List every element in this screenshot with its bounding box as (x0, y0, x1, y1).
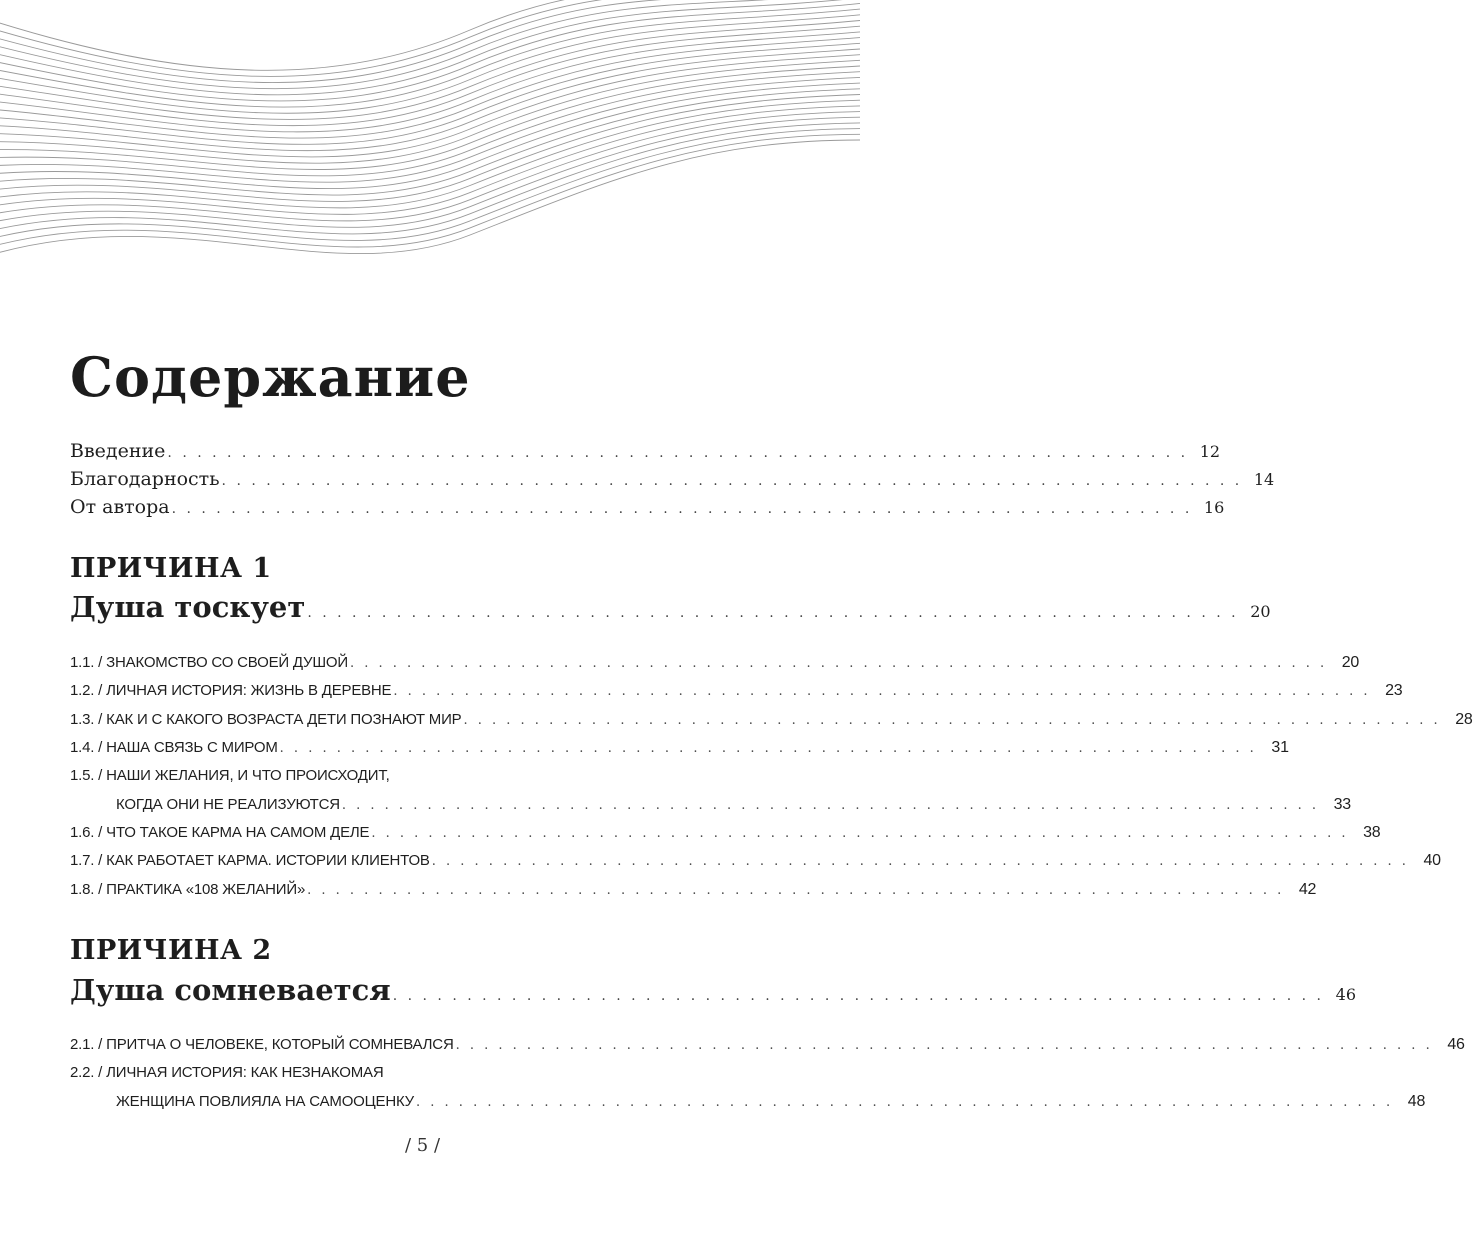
toc-entry-page: 48 (1407, 1093, 1426, 1110)
toc-entry-page: 12 (1199, 442, 1221, 461)
dot-leader: . . . . . . . . . . . . . . . . . . . . . . . . . . . . . . . . . . . . . . . . . . . . . . . . . . . . . . . . . . . . . . . . . . . . . (431, 854, 1409, 869)
item-label: КОГДА ОНИ НЕ РЕАЛИЗУЮТСЯ (116, 796, 340, 813)
dot-leader: . . . . . . . . . . . . . . . . . . . . . . . . . . . . . . . . . . . . . . . . . . . . . . . . . . . . . . . . . . . . . . . . . . . . . (416, 1095, 1394, 1110)
wave-line (0, 112, 860, 221)
wave-line (0, 140, 860, 255)
toc-entry-label: Введение (70, 440, 166, 462)
page-number: / 5 / (404, 1135, 441, 1156)
page-title: Содержание (70, 345, 471, 409)
dot-leader: . . . . . . . . . . . . . . . . . . . . . . . . . . . . . . . . . . . . . . . . . . . . . . . . . . . . . . . . . . . . . . . . . . . . . (307, 883, 1285, 898)
item-label: ЛИЧНАЯ ИСТОРИЯ: КАК НЕЗНАКОМАЯ (106, 1064, 384, 1081)
wave-line (0, 0, 860, 70)
toc-item[interactable] (70, 881, 1317, 899)
section-subtitle: Душа тоскует (70, 590, 306, 624)
toc-section-title[interactable] (70, 973, 1356, 1007)
item-number: 1.2. / (70, 682, 103, 699)
toc-entry-page: 40 (1423, 852, 1441, 869)
dot-leader: . . . . . . . . . . . . . . . . . . . . . . . . . . . . . . . . . . . . . . . . . . . . . . . . . . . . . . . . . . . . . . . . . . . . . (171, 501, 1193, 517)
toc-item-continuation[interactable] (116, 1093, 1426, 1111)
toc-entry-page: 23 (1385, 682, 1403, 699)
item-label: ЧТО ТАКОЕ КАРМА НА САМОМ ДЕЛЕ (106, 824, 370, 841)
dot-leader: . . . . . . . . . . . . . . . . . . . . . . . . . . . . . . . . . . . . . . . . . . . . . . . . . . . . . . . . . . . . . . . . . . . . . (279, 741, 1257, 756)
toc-item[interactable] (70, 711, 1473, 729)
dot-leader: . . . . . . . . . . . . . . . . . . . . . . . . . . . . . . . . . . . . . . . . . . . . . . . . . . . . . . . . . . . . . . . (392, 988, 1324, 1004)
wave-line (0, 117, 860, 227)
dot-leader: . . . . . . . . . . . . . . . . . . . . . . . . . . . . . . . . . . . . . . . . . . . . . . . . . . . . . . . . . . . . . . . . . . . . . (221, 473, 1243, 489)
toc-item[interactable] (70, 1064, 726, 1081)
dot-leader: . . . . . . . . . . . . . . . . . . . . . . . . . . . . . . . . . . . . . . . . . . . . . . . . . . . . . . . . . . . . . . . . . . . . . (371, 826, 1349, 841)
toc-entry-page: 31 (1271, 739, 1289, 756)
item-label: НАША СВЯЗЬ С МИРОМ (106, 739, 278, 756)
item-number: 1.4. / (70, 739, 103, 756)
item-label: ЗНАКОМСТВО СО СВОЕЙ ДУШОЙ (106, 654, 348, 671)
wave-line (0, 9, 860, 107)
item-label: КАК И С КАКОГО ВОЗРАСТА ДЕТИ ПОЗНАЮТ МИР (106, 711, 462, 728)
item-number: 1.3. / (70, 711, 103, 728)
toc-section-title[interactable] (70, 590, 1271, 624)
toc-entry-page: 14 (1253, 470, 1275, 489)
toc-entry-from-author[interactable] (70, 496, 1225, 518)
toc-entry-page: 33 (1333, 796, 1352, 813)
toc-entry-page: 28 (1455, 711, 1473, 728)
item-label: НАШИ ЖЕЛАНИЯ, И ЧТО ПРОИСХОДИТ, (106, 767, 390, 784)
toc-item[interactable] (70, 767, 726, 784)
item-label: ЖЕНЩИНА ПОВЛИЯЛА НА САМООЦЕНКУ (116, 1093, 415, 1110)
toc-item[interactable] (70, 682, 1403, 700)
toc-item[interactable] (70, 852, 1441, 870)
toc-entry-page: 16 (1203, 498, 1225, 517)
section-heading: ПРИЧИНА 2 (70, 935, 272, 966)
item-number: 2.2. / (70, 1064, 103, 1081)
toc-entry-page: 20 (1250, 602, 1271, 621)
section-subtitle: Душа сомневается (70, 973, 391, 1007)
item-label: ПРИТЧА О ЧЕЛОВЕКЕ, КОТОРЫЙ СОМНЕВАЛСЯ (106, 1036, 454, 1053)
toc-entry-page: 38 (1363, 824, 1381, 841)
dot-leader: . . . . . . . . . . . . . . . . . . . . . . . . . . . . . . . . . . . . . . . . . . . . . . . . . . . . . . . . . . . . . . . . . . . . . (167, 445, 1189, 461)
wave-line (0, 134, 860, 247)
item-label: ЛИЧНАЯ ИСТОРИЯ: ЖИЗНЬ В ДЕРЕВНЕ (106, 682, 392, 699)
toc-entry-page: 46 (1335, 985, 1356, 1004)
toc-entry-acknowledgements[interactable] (70, 468, 1275, 490)
item-number: 1.5. / (70, 767, 103, 784)
wave-line (0, 123, 860, 234)
toc-item[interactable] (70, 654, 1360, 672)
dot-leader: . . . . . . . . . . . . . . . . . . . . . . . . . . . . . . . . . . . . . . . . . . . . . . . . . . . . . . . . . . . . . . . . . . . . . (455, 1038, 1433, 1053)
dot-leader: . . . . . . . . . . . . . . . . . . . . . . . . . . . . . . . . . . . . . . . . . . . . . . . . . . . . . . . . . . . . . . . . . . . . . (349, 656, 1328, 671)
toc-item[interactable] (70, 1036, 1465, 1054)
dot-leader: . . . . . . . . . . . . . . . . . . . . . . . . . . . . . . . . . . . . . . . . . . . . . . . . . . . . . . . . . . . . . . . (307, 605, 1239, 621)
toc-item[interactable] (70, 824, 1381, 842)
toc-entry-page: 46 (1447, 1036, 1465, 1053)
dot-leader: . . . . . . . . . . . . . . . . . . . . . . . . . . . . . . . . . . . . . . . . . . . . . . . . . . . . . . . . . . . . . . . . . . . . . (463, 713, 1441, 728)
wave-line (0, 0, 860, 76)
item-label: ПРАКТИКА «108 ЖЕЛАНИЙ» (106, 881, 306, 898)
toc-item-continuation[interactable] (116, 796, 1352, 814)
item-number: 1.8. / (70, 881, 103, 898)
dot-leader: . . . . . . . . . . . . . . . . . . . . . . . . . . . . . . . . . . . . . . . . . . . . . . . . . . . . . . . . . . . . . . . . . . . . . (393, 684, 1371, 699)
decorative-wave-lines (0, 0, 845, 310)
toc-entry-page: 20 (1341, 654, 1360, 671)
toc-entry-intro[interactable] (70, 440, 1221, 462)
toc-entry-page: 42 (1298, 881, 1317, 898)
toc-entry-label: От автора (70, 496, 170, 518)
section-heading: ПРИЧИНА 1 (70, 553, 272, 584)
item-number: 2.1. / (70, 1036, 103, 1053)
item-number: 1.6. / (70, 824, 103, 841)
item-number: 1.1. / (70, 654, 103, 671)
toc-entry-label: Благодарность (70, 468, 220, 490)
dot-leader: . . . . . . . . . . . . . . . . . . . . . . . . . . . . . . . . . . . . . . . . . . . . . . . . . . . . . . . . . . . . . . . . . . . . . (341, 798, 1320, 813)
toc-item[interactable] (70, 739, 1289, 757)
item-number: 1.7. / (70, 852, 103, 869)
item-label: КАК РАБОТАЕТ КАРМА. ИСТОРИИ КЛИЕНТОВ (106, 852, 430, 869)
